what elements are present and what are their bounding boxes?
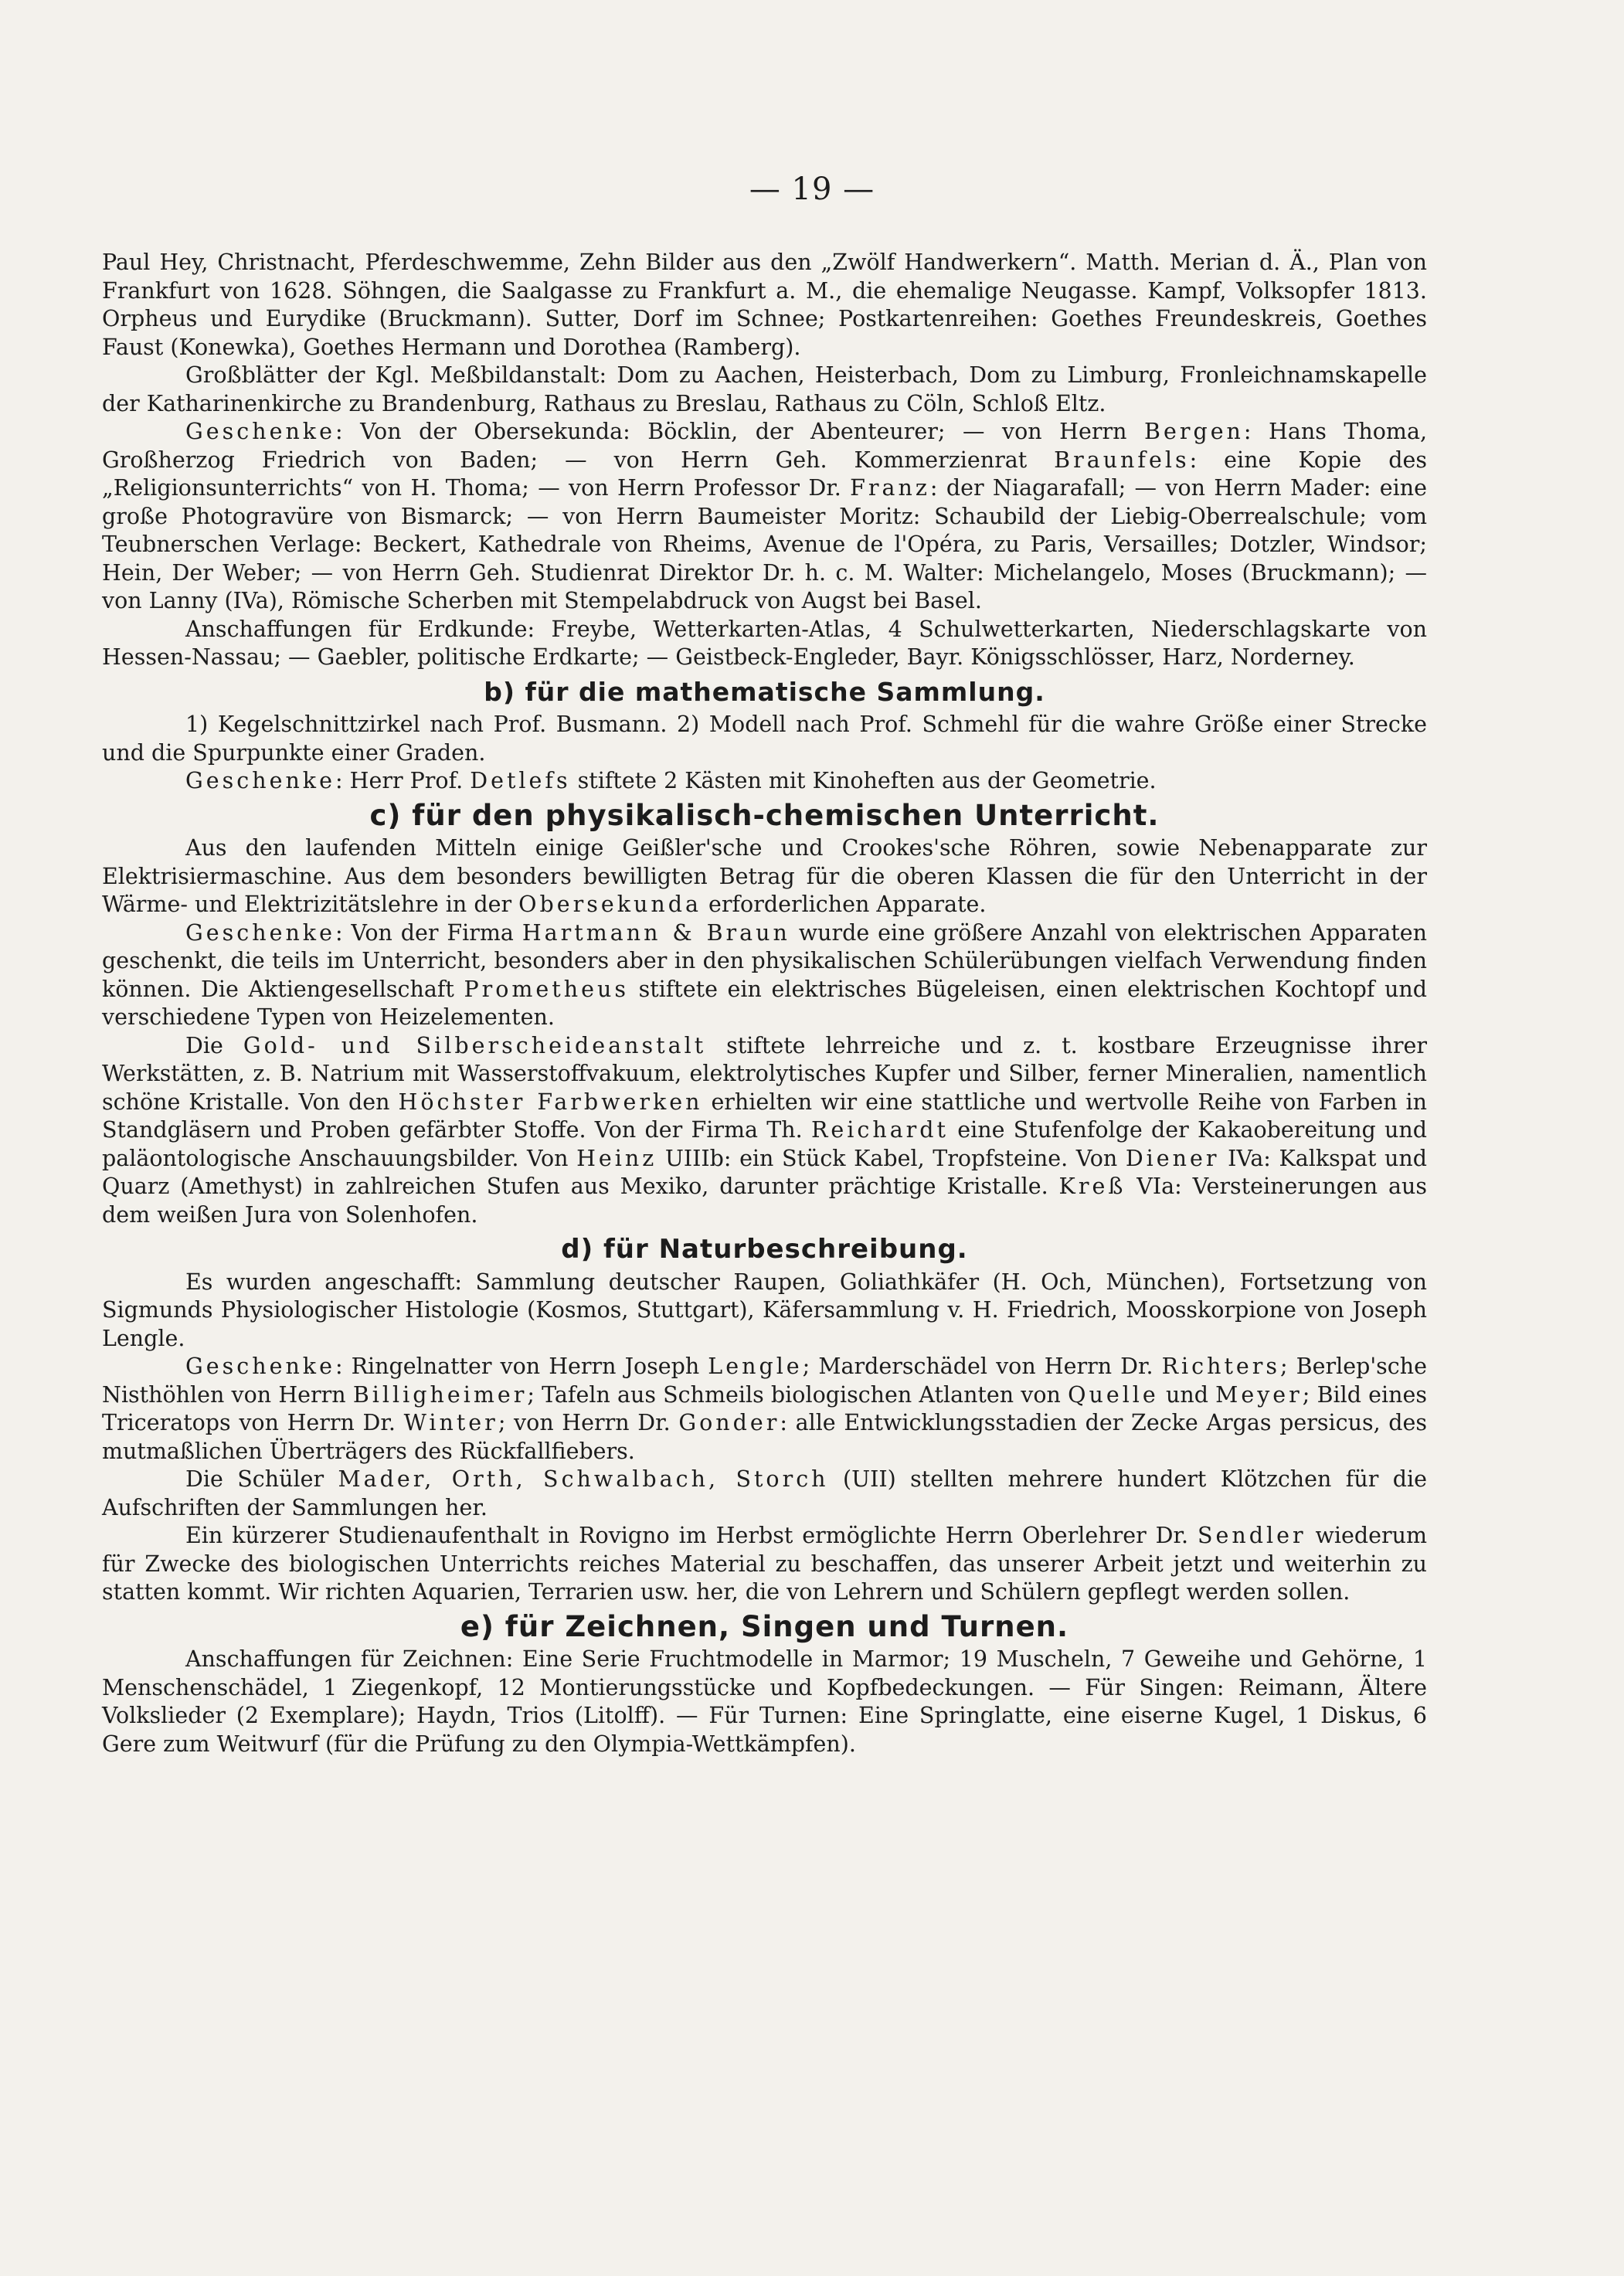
text-run: (UII) stellten mehrere hundert Klötzchen für die Aufschriften der Sammlungen her. xyxy=(102,1466,1427,1520)
text-run: ; von Herrn Dr. xyxy=(498,1410,679,1435)
paragraph-nature-acquisitions: Es wurden angeschafft: Sammlung deutscher Raupen, Goliathkäfer (H. Och, München), Fortsetzung von Sigmunds Physiologischer Histologie (Kosmos, Stuttgart), Käfersammlung v. H. Friedrich, Moosskorpione von Joseph Lengle. xyxy=(102,1269,1427,1351)
text-run: stiftete lehrreiche und z. t. kostbare Erzeugnisse ihrer Werkstätten, z. B. Natrium mit Wasserstoffvakuum, elektrolytisches Kupfer und Silber, ferner Mineralien, namentlich schöne Kristalle. Von den xyxy=(102,1032,1427,1115)
spaced-term: Winter xyxy=(403,1410,498,1435)
page-body xyxy=(102,249,1427,1758)
spaced-term: Mader, Orth, Schwalbach, Storch xyxy=(338,1466,829,1492)
spaced-term: Heinz xyxy=(576,1145,657,1171)
spaced-term: Obersekunda xyxy=(518,892,702,917)
section-heading-drawing-singing-gym: e) für Zeichnen, Singen und Turnen. xyxy=(460,1609,1069,1643)
text-run: eine Stufenfolge der Kakaobereitung und paläontologische Anschauungsbilder. Von xyxy=(102,1117,1427,1171)
paragraph-physics-acquisitions xyxy=(102,834,1427,919)
paragraph-messbild: Großblätter der Kgl. Meßbildanstalt: Dom zu Aachen, Heisterbach, Dom zu Limburg, Fronleichnamskapelle der Katharinenkirche zu Brandenburg, Rathaus zu Breslau, Rathaus zu Cöln, Schloß Eltz. xyxy=(102,362,1427,416)
spaced-term: Geschenke xyxy=(185,1354,335,1379)
text-run: ; Bild eines Triceratops von Herrn Dr. xyxy=(102,1381,1428,1435)
spaced-term: Richters xyxy=(1161,1354,1281,1379)
page-number: — 19 — xyxy=(749,172,875,207)
spaced-term: Braunfels xyxy=(1054,447,1190,473)
spaced-term: Geschenke xyxy=(185,419,335,444)
text-run: UIIIb: ein Stück Kabel, Tropfsteine. Von xyxy=(657,1145,1126,1171)
spaced-term: Lengle xyxy=(708,1354,803,1379)
text-run: Die Schüler xyxy=(185,1466,338,1492)
section-heading-math: b) für die mathematische Sammlung. xyxy=(484,676,1045,707)
text-run: erforderlichen Apparate. xyxy=(701,892,987,917)
text-run: : Von der Obersekunda: Böcklin, der Abenteurer; — von Herrn xyxy=(335,419,1145,444)
paragraph-art-collection: Paul Hey, Christnacht, Pferdeschwemme, Zehn Bilder aus den „Zwölf Handwerkern“. Matth. Merian d. Ä., Plan von Frankfurt von 1628. Söhngen, die Saalgasse zu Frankfurt a. M., die ehemalige Neugasse. Kampf, Volksopfer 1813. Orpheus und Eurydike (Bruckmann). Sutter, Dorf im Schnee; Postkartenreihen: Goethes Freundeskreis, Goethes Faust (Konewka), Goethes Hermann und Dorothea (Ramberg). xyxy=(102,250,1427,360)
spaced-term: Meyer xyxy=(1215,1381,1303,1408)
paragraph-math-gifts xyxy=(102,767,1427,796)
text-run: : Von der Firma xyxy=(335,919,522,946)
paragraph-drawing-singing-gym: Anschaffungen für Zeichnen: Eine Serie Fruchtmodelle in Marmor; 19 Muscheln, 7 Geweihe und Gehörne, 1 Menschenschädel, 1 Ziegenkopf, 12 Montierungsstücke und Kopfbedeckungen. — Für Singen: Reimann, Ältere Volkslieder (2 Exemplare); Haydn, Trios (Litolff). — Für Turnen: Eine Springlatte, eine eiserne Kugel, 1 Diskus, 6 Gere zum Weitwurf (für die Prüfung zu den Olympia-Wettkämpfen). xyxy=(102,1646,1427,1757)
spaced-term: Gold- und Silberscheideanstalt xyxy=(243,1032,707,1058)
text-run: stiftete 2 Kästen mit Kinoheften aus der Geometrie. xyxy=(570,768,1157,793)
section-heading-nature: d) für Naturbeschreibung. xyxy=(561,1234,968,1265)
spaced-term: Quelle xyxy=(1068,1381,1159,1408)
text-run: Ein kürzerer Studienaufenthalt in Rovigno im Herbst ermöglichte Herrn Oberlehrer Dr. xyxy=(185,1523,1198,1548)
text-run: : der Niagarafall; — von Herrn Mader: eine große Photogravüre von Bismarck; — von Herrn Baumeister Moritz: Schaubild der Liebig-Oberrealschule; vom Teubnerschen Verlage: Beckert, Kathedrale von Rheims, Avenue de l'Opéra, zu Paris, Versailles; Dotzler, Windsor; Hein, Der Weber; — von Herrn Geh. Studienrat Direktor Dr. h. c. M. Walter: Michelangelo, Moses (Bruckmann); — von Lanny (IVa), Römische Scherben mit Stempelabdruck von Augst bei Basel. xyxy=(102,475,1427,613)
text-run: erhielten wir eine stattliche und wertvolle Reihe von Farben in Standgläsern und Proben gefärbter Stoffe. Von der Firma Th. xyxy=(102,1089,1427,1143)
spaced-term: Franz xyxy=(850,475,930,501)
paragraph-student-work xyxy=(102,1466,1427,1522)
paragraph-geography: Anschaffungen für Erdkunde: Freybe, Wetterkarten-Atlas, 4 Schulwetterkarten, Niederschlagskarte von Hessen-Nassau; — Gaebler, politische Erdkarte; — Geistbeck-Engleder, Bayr. Königsschlösser, Harz, Norderney. xyxy=(102,616,1427,670)
text-run: : eine Kopie des „Religionsunterrichts“ von H. Thoma; — von Herrn Professor Dr. xyxy=(102,447,1427,501)
text-run: und xyxy=(1158,1381,1216,1408)
paragraph-nature-gifts xyxy=(102,1353,1427,1466)
section-heading-physics-chemistry: c) für den physikalisch-chemischen Unterricht. xyxy=(369,798,1160,832)
spaced-term: Bergen xyxy=(1144,419,1244,444)
text-run: wiederum für Zwecke des biologischen Unterrichts reiches Material zu beschaffen, das unserer Arbeit jetzt und weiterhin zu statten kommt. Wir richten Aquarien, Terrarien usw. her, die von Lehrern und Schülern gepflegt werden sollen. xyxy=(102,1523,1427,1605)
paragraph-math-acquisitions: 1) Kegelschnittzirkel nach Prof. Busmann. 2) Modell nach Prof. Schmehl für die wahre Größe einer Strecke und die Spurpunkte einer Graden. xyxy=(102,712,1427,766)
spaced-term: Diener xyxy=(1125,1145,1220,1171)
text-run: : Herr Prof. xyxy=(335,768,471,793)
spaced-term: Prometheus xyxy=(464,976,629,1002)
spaced-term: Geschenke xyxy=(185,919,335,946)
text-run: wurde eine größere Anzahl von elektrischen Apparaten geschenkt, die teils im Unterricht, besonders aber in den physikalischen Schülerübungen vielfach Verwendung finden können. Die Aktiengesellschaft xyxy=(102,919,1428,1002)
text-run: stiftete ein elektrisches Bügeleisen, einen elektrischen Kochtopf und verschiedene Typen von Heizelementen. xyxy=(102,976,1427,1030)
spaced-term: Reichardt xyxy=(810,1117,950,1143)
spaced-term: Detlefs xyxy=(470,768,571,793)
text-run: IVa: Kalkspat und Quarz (Amethyst) in zahlreichen Stufen aus Mexiko, darunter prächtige Kristalle. xyxy=(102,1145,1427,1199)
spaced-term: Geschenke xyxy=(185,768,335,793)
paragraph-art-gifts xyxy=(102,418,1427,616)
text-run: ; Tafeln aus Schmeils biologischen Atlanten von xyxy=(527,1381,1069,1408)
spaced-term: Sendler xyxy=(1197,1523,1306,1548)
paragraph-physics-gifts xyxy=(102,919,1427,1032)
text-run: ; Berlep'sche Nisthöhlen von Herrn xyxy=(102,1354,1427,1408)
text-run: Aus den laufenden Mitteln einige Geißler'sche und Crookes'sche Röhren, sowie Nebenapparate zur Elektrisiermaschine. Aus dem besonders bewilligten Betrag für die oberen Klassen die für den Unterricht in der Wärme- und Elektrizitätslehre in der xyxy=(102,835,1427,917)
paragraph-rovigno xyxy=(102,1522,1427,1607)
text-run: ; Marderschädel von Herrn Dr. xyxy=(802,1354,1162,1379)
text-run: : Ringelnatter von Herrn Joseph xyxy=(335,1354,708,1379)
text-run: : Hans Thoma, Großherzog Friedrich von Baden; — von Herrn Geh. Kommerzienrat xyxy=(102,419,1427,473)
spaced-term: Kreß xyxy=(1058,1174,1126,1199)
spaced-term: Gonder xyxy=(678,1410,780,1435)
spaced-term: Billigheimer xyxy=(352,1381,528,1408)
text-run: : alle Entwicklungsstadien der Zecke Argas persicus, des mutmaßlichen Überträgers des Rückfallfiebers. xyxy=(102,1410,1428,1464)
spaced-term: Hartmann & Braun xyxy=(522,919,790,946)
text-run: Die xyxy=(185,1032,243,1058)
text-run: VIa: Versteinerungen aus dem weißen Jura von Solenhofen. xyxy=(102,1174,1427,1228)
paragraph-chemistry-gifts xyxy=(102,1032,1427,1230)
spaced-term: Höchster Farbwerken xyxy=(398,1089,703,1115)
